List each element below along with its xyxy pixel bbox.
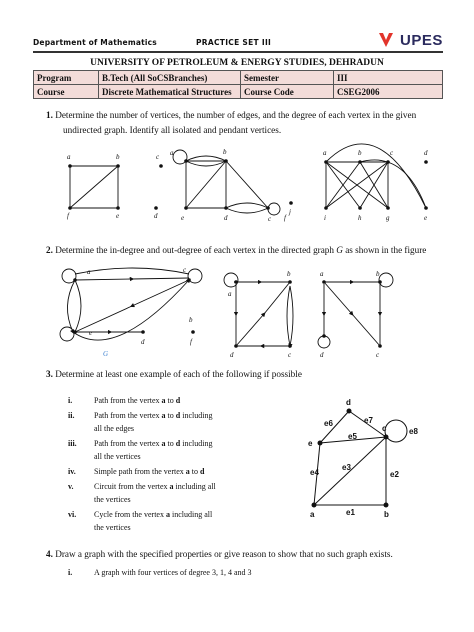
vertex-ref: d bbox=[200, 467, 205, 476]
vertex-label: d bbox=[141, 338, 145, 346]
item-text: to bbox=[167, 396, 174, 405]
table-cell: Course bbox=[34, 85, 99, 99]
item-text: to bbox=[167, 411, 174, 420]
graph-vertex bbox=[322, 334, 326, 338]
vertex-label: d bbox=[346, 398, 351, 407]
graph-vertex bbox=[322, 280, 326, 284]
q4-item bbox=[68, 566, 252, 579]
graph-vertex bbox=[324, 206, 328, 210]
graph-vertex bbox=[224, 159, 228, 163]
graph-vertex bbox=[424, 160, 428, 164]
upes-logo-mark-icon bbox=[376, 30, 396, 50]
item-text: Simple path from the vertex bbox=[94, 467, 184, 476]
item-text: to bbox=[167, 439, 174, 448]
item-text: A graph with four vertices of degree 3, 1, 4 and 3 bbox=[94, 568, 252, 577]
graph-vertex bbox=[312, 503, 317, 508]
logo-text: UPES bbox=[400, 31, 443, 49]
item-text: Circuit from the vertex bbox=[94, 482, 168, 491]
vertex-label: d bbox=[230, 351, 234, 359]
edge-label: e6 bbox=[324, 419, 333, 428]
graph-vertex bbox=[318, 441, 323, 446]
vertex-ref: a bbox=[165, 510, 170, 519]
vertex-label: e bbox=[424, 214, 428, 222]
vertex-label: e bbox=[181, 214, 185, 222]
practice-set-title: PRACTICE SET III bbox=[196, 38, 272, 47]
list-item-continuation: the vertices bbox=[94, 495, 131, 504]
q1-graph-3 bbox=[318, 140, 448, 228]
vertex-label: j bbox=[289, 208, 291, 216]
graph-vertex bbox=[68, 206, 72, 210]
vertex-label: a bbox=[323, 149, 327, 157]
item-number: v. bbox=[68, 482, 74, 491]
vertex-label: b bbox=[223, 148, 227, 156]
q1-graph-2 bbox=[168, 143, 298, 228]
graph-vertex bbox=[68, 164, 72, 168]
list-item-continuation: the vertices bbox=[94, 523, 131, 532]
edge-label: e7 bbox=[364, 416, 373, 425]
vertex-label: c bbox=[382, 424, 387, 433]
item-text: Path from the vertex bbox=[94, 411, 160, 420]
department-title: Department of Mathematics bbox=[33, 38, 157, 47]
list-item-continuation: all the vertices bbox=[94, 452, 141, 461]
item-text: to bbox=[191, 467, 198, 476]
item-text: including bbox=[182, 439, 213, 448]
list-item bbox=[68, 437, 238, 450]
graph-vertex bbox=[289, 201, 293, 205]
item-text: Path from the vertex bbox=[94, 396, 160, 405]
vertex-label: a bbox=[87, 268, 91, 276]
edge-label: e8 bbox=[409, 427, 418, 436]
vertex-label: d bbox=[424, 149, 428, 157]
graph-vertex bbox=[358, 160, 362, 164]
item-text: including bbox=[182, 411, 213, 420]
vertex-ref: a bbox=[185, 467, 190, 476]
table-cell: Semester bbox=[241, 71, 334, 85]
vertex-label: a bbox=[228, 290, 232, 298]
question-number: 1. bbox=[46, 110, 53, 120]
vertex-label: a bbox=[170, 149, 174, 157]
graph-vertex bbox=[154, 206, 158, 210]
graph-vertex bbox=[324, 160, 328, 164]
table-cell: B.Tech (All SoCSBranches) bbox=[99, 71, 241, 85]
vertex-ref: a bbox=[161, 439, 166, 448]
vertex-label: g bbox=[386, 214, 390, 222]
graph-vertex bbox=[187, 278, 191, 282]
question-1-line2: undirected graph. Identify all isolated and pendant vertices. bbox=[63, 125, 282, 135]
item-number: i. bbox=[68, 568, 73, 577]
question-4 bbox=[46, 547, 393, 561]
vertex-label: d bbox=[224, 214, 228, 222]
vertex-label: a bbox=[320, 270, 324, 278]
edge-label: e2 bbox=[390, 470, 399, 479]
vertex-label: c bbox=[268, 215, 272, 223]
question-2 bbox=[46, 243, 426, 257]
question-number: 3. bbox=[46, 369, 53, 379]
graph-vertex bbox=[184, 159, 188, 163]
graph-vertex bbox=[116, 164, 120, 168]
graph-vertex bbox=[191, 330, 195, 334]
q3-item-list bbox=[68, 394, 238, 534]
graph-vertex bbox=[266, 206, 270, 210]
q2-graph-3 bbox=[312, 264, 412, 360]
q3-graph bbox=[300, 393, 420, 523]
vertex-ref: d bbox=[175, 439, 181, 448]
graph-vertex bbox=[384, 435, 389, 440]
graph-vertex bbox=[159, 164, 163, 168]
table-row bbox=[34, 85, 443, 99]
vertex-label: d bbox=[154, 212, 158, 220]
edge-label: e3 bbox=[342, 463, 351, 472]
vertex-label: b bbox=[384, 510, 389, 519]
q2-graph-1 bbox=[55, 262, 215, 360]
vertex-label: f bbox=[67, 212, 69, 220]
item-text: Cycle from the vertex bbox=[94, 510, 164, 519]
vertex-label: b bbox=[287, 270, 291, 278]
course-info-table bbox=[33, 70, 443, 99]
question-text: Determine the in-degree and out-degree of each vertex in the directed graph bbox=[55, 245, 334, 255]
table-cell: Discrete Mathematical Structures bbox=[99, 85, 241, 99]
question-1 bbox=[46, 108, 416, 122]
list-item bbox=[68, 409, 238, 422]
vertex-label: a bbox=[310, 510, 315, 519]
list-item bbox=[68, 480, 238, 493]
item-number: ii. bbox=[68, 411, 75, 420]
vertex-label: e bbox=[89, 329, 93, 337]
vertex-label: c bbox=[288, 351, 292, 359]
list-item bbox=[68, 465, 238, 478]
vertex-ref: d bbox=[175, 411, 181, 420]
vertex-label: f bbox=[190, 338, 192, 346]
question-text-tail: as shown in the figure bbox=[345, 245, 427, 255]
vertex-ref: a bbox=[161, 411, 166, 420]
vertex-label: b bbox=[116, 153, 120, 161]
upes-logo bbox=[376, 29, 443, 51]
item-text: including all bbox=[175, 482, 216, 491]
vertex-label: h bbox=[358, 214, 362, 222]
graph-vertex bbox=[288, 344, 292, 348]
vertex-label: f bbox=[284, 214, 286, 222]
question-number: 2. bbox=[46, 245, 53, 255]
vertex-label: b bbox=[358, 149, 362, 157]
question-text: Draw a graph with the specified properties or give reason to show that no such graph exists. bbox=[55, 549, 393, 559]
item-number: iii. bbox=[68, 439, 77, 448]
vertex-ref: a bbox=[161, 396, 166, 405]
vertex-label: e bbox=[116, 212, 120, 220]
graph-vertex bbox=[347, 409, 352, 414]
table-row bbox=[34, 71, 443, 85]
vertex-ref: d bbox=[175, 396, 181, 405]
graph-vertex bbox=[386, 206, 390, 210]
university-title: UNIVERSITY OF PETROLEUM & ENERGY STUDIES, DEHRADUN bbox=[90, 58, 384, 68]
vertex-label: b bbox=[376, 270, 380, 278]
graph-vertex bbox=[184, 206, 188, 210]
vertex-label: c bbox=[183, 266, 187, 274]
vertex-label: c bbox=[156, 153, 160, 161]
vertex-label: i bbox=[324, 214, 326, 222]
table-cell: Program bbox=[34, 71, 99, 85]
graph-vertex bbox=[424, 206, 428, 210]
graph-vertex bbox=[141, 330, 145, 334]
vertex-label: d bbox=[320, 351, 324, 359]
graph-vertex bbox=[288, 280, 292, 284]
graph-vertex bbox=[116, 206, 120, 210]
graph-vertex bbox=[378, 280, 382, 284]
graph-vertex bbox=[358, 206, 362, 210]
graph-vertex bbox=[234, 280, 238, 284]
table-cell: III bbox=[334, 71, 443, 85]
item-number: i. bbox=[68, 396, 73, 405]
vertex-label: c bbox=[376, 351, 380, 359]
list-item-continuation: all the edges bbox=[94, 424, 134, 433]
table-cell: Course Code bbox=[241, 85, 334, 99]
graph-vertex bbox=[73, 330, 77, 334]
graph-vertex bbox=[234, 344, 238, 348]
header-divider bbox=[33, 51, 443, 53]
q1-graph-1 bbox=[60, 148, 170, 226]
item-text: including all bbox=[171, 510, 213, 519]
vertex-label: b bbox=[189, 316, 193, 324]
graph-caption: G bbox=[103, 350, 109, 358]
vertex-ref: a bbox=[169, 482, 174, 491]
question-3 bbox=[46, 367, 302, 381]
graph-vertex bbox=[378, 344, 382, 348]
vertex-label: a bbox=[67, 153, 71, 161]
question-text: Determine at least one example of each of the following if possible bbox=[55, 369, 302, 379]
q2-graph-2 bbox=[222, 264, 307, 360]
graph-symbol: G bbox=[336, 245, 343, 255]
edge-label: e1 bbox=[346, 508, 355, 517]
table-cell: CSEG2006 bbox=[334, 85, 443, 99]
graph-vertex bbox=[73, 278, 77, 282]
question-number: 4. bbox=[46, 549, 53, 559]
item-number: iv. bbox=[68, 467, 76, 476]
vertex-label: c bbox=[390, 149, 394, 157]
list-item bbox=[68, 394, 238, 407]
item-number: vi. bbox=[68, 510, 77, 519]
graph-vertex bbox=[386, 160, 390, 164]
edge-label: e5 bbox=[348, 432, 357, 441]
question-text: Determine the number of vertices, the number of edges, and the degree of each vertex in the given bbox=[55, 110, 417, 120]
graph-vertex bbox=[224, 206, 228, 210]
item-text: Path from the vertex bbox=[94, 439, 160, 448]
list-item bbox=[68, 508, 238, 521]
edge-label: e4 bbox=[310, 468, 319, 477]
graph-vertex bbox=[384, 503, 389, 508]
vertex-label: e bbox=[308, 439, 313, 448]
